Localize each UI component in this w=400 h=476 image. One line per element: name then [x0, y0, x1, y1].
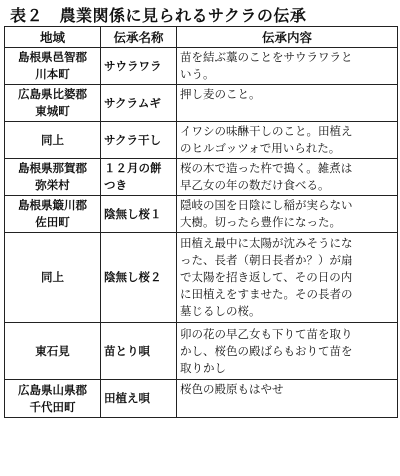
name-cell [101, 48, 177, 85]
region-line: 弥栄村 [35, 178, 70, 192]
content-line: った、長者（朝日長者か？）が扇 [180, 253, 353, 267]
header-name: 伝承名称 [101, 27, 177, 48]
region-cell [5, 380, 101, 418]
region-cell [5, 159, 101, 196]
content-line: のヒルゴッツォで用いられた。 [180, 141, 341, 155]
content-line: 桜の木で造った杵で搗く。雑煮は [180, 161, 353, 175]
content-cell [177, 48, 398, 85]
region-line: 川本町 [35, 67, 70, 81]
region-line: 広島県山県郡 [18, 382, 87, 397]
name-line: サクラ干し [104, 132, 162, 147]
region-line: 東城町 [35, 104, 70, 118]
name-cell [101, 233, 177, 323]
content-line: で太陽を招き返して、その日の内 [180, 270, 353, 284]
region-line: 広島県比婆郡 [18, 87, 87, 101]
table-row [5, 323, 398, 380]
content-cell [177, 233, 398, 323]
content-cell [177, 380, 398, 418]
content-line: イワシの味醂干しのこと。田植え [180, 124, 353, 138]
region-line: 島根県邑智郡 [18, 50, 87, 64]
content-line: 隠岐の国を日陰にし稲が実らない [180, 198, 353, 212]
content-line: に田植えをすませた。その長者の [180, 287, 353, 301]
content-line: かし、桜色の殿ばらもおりて苗を [180, 343, 353, 358]
table-row [5, 233, 398, 323]
content-line: 田植え最中に太陽が沈みそうにな [180, 236, 353, 250]
table-row [5, 159, 398, 196]
content-cell [177, 196, 398, 233]
name-line: つき [104, 178, 127, 192]
region-line: 同上 [41, 132, 64, 147]
table-row [5, 196, 398, 233]
content-line: 卯の花の早乙女も下りて苗を取り [180, 326, 353, 341]
header-region: 地域 [5, 27, 101, 48]
table-row [5, 85, 398, 122]
content-cell [177, 323, 398, 380]
region-cell [5, 233, 101, 323]
name-line: １２月の餅 [104, 161, 162, 175]
content-line: いう。 [180, 67, 215, 81]
region-line: 佐田町 [35, 215, 70, 229]
name-cell [101, 159, 177, 196]
table-row [5, 380, 398, 418]
region-cell [5, 122, 101, 159]
name-line: 陰無し桜２ [104, 270, 162, 284]
content-cell [177, 85, 398, 122]
content-line: 押し麦のこと。 [180, 87, 261, 101]
content-line: 桜色の殿原もはやせ [180, 382, 284, 396]
content-line: 取りかし [180, 360, 226, 375]
region-cell [5, 323, 101, 380]
region-cell [5, 48, 101, 85]
region-line: 東石見 [35, 343, 70, 358]
region-line: 千代田町 [29, 399, 76, 414]
table-row [5, 48, 398, 85]
folklore-table [4, 26, 398, 418]
name-cell [101, 380, 177, 418]
region-line: 同上 [41, 270, 64, 284]
name-cell [101, 85, 177, 122]
name-cell [101, 323, 177, 380]
content-line: 早乙女の年の数だけ食べる。 [180, 178, 330, 192]
region-cell [5, 196, 101, 233]
table-title: 表２ 農業関係に見られるサクラの伝承 [10, 6, 307, 25]
name-cell [101, 122, 177, 159]
content-line: 墓じるしの桜。 [180, 304, 261, 318]
header-content: 伝承内容 [177, 27, 398, 48]
name-line: 田植え唄 [104, 391, 150, 405]
header-row [5, 27, 398, 48]
name-cell [101, 196, 177, 233]
content-cell [177, 122, 398, 159]
table-row [5, 122, 398, 159]
content-line: 苗を結ぶ藁のことをサウラワラと [180, 50, 353, 64]
name-line: 陰無し桜１ [104, 206, 162, 221]
name-line: サクラムギ [104, 95, 161, 110]
region-cell [5, 85, 101, 122]
region-line: 島根県簸川郡 [18, 198, 87, 212]
content-line: 大樹。切ったら豊作になった。 [180, 215, 341, 229]
name-line: 苗とり唄 [104, 343, 150, 358]
content-cell [177, 159, 398, 196]
name-line: サウラワラ [104, 58, 162, 73]
region-line: 島根県那賀郡 [18, 161, 87, 175]
